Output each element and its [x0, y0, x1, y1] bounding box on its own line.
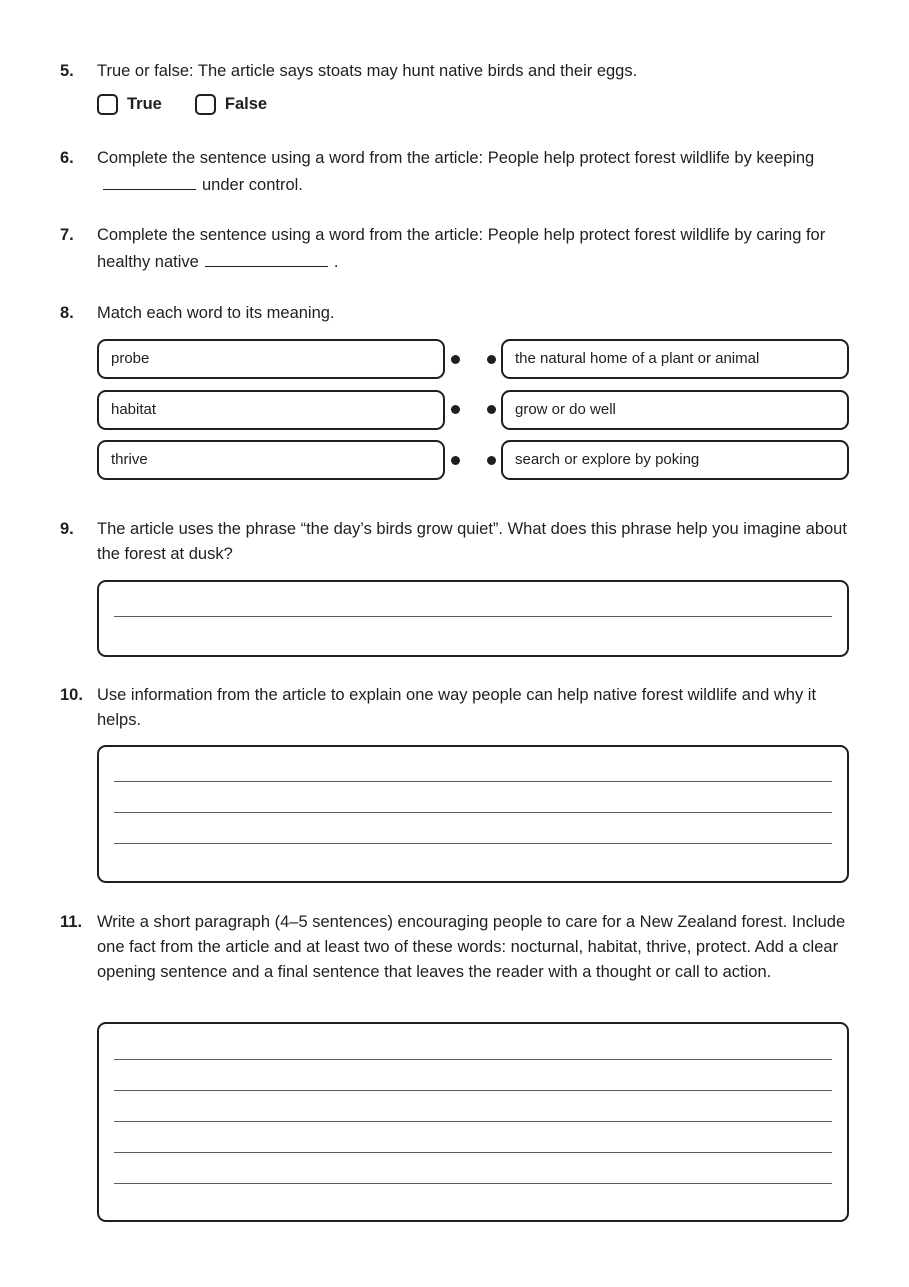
writing-line: [114, 843, 832, 844]
question-number: 8.: [60, 304, 74, 322]
meaning-label: the natural home of a plant or animal: [515, 350, 760, 367]
meaning-label: grow or do well: [515, 401, 616, 418]
word-label: thrive: [111, 451, 148, 468]
question-number: 6.: [60, 149, 74, 167]
question-number: 5.: [60, 62, 74, 80]
writing-line: [114, 1090, 832, 1091]
writing-line: [114, 1152, 832, 1153]
match-word-probe[interactable]: [97, 339, 445, 379]
match-dot-right[interactable]: [487, 456, 496, 465]
true-false-options: [97, 94, 300, 115]
match-dot-left[interactable]: [451, 405, 460, 414]
writing-line: [114, 1121, 832, 1122]
false-label: False: [224, 95, 268, 113]
sentence-end: under control.: [202, 176, 303, 194]
fill-in-blank[interactable]: [103, 171, 196, 190]
match-dot-left[interactable]: [451, 456, 460, 465]
question-number: 7.: [60, 226, 74, 244]
meaning-label: search or explore by poking: [515, 451, 700, 468]
writing-line: [114, 812, 832, 813]
answer-box-10[interactable]: [97, 745, 849, 883]
true-checkbox[interactable]: [97, 94, 118, 115]
writing-line: [114, 616, 832, 617]
question-text: Match each word to its meaning.: [97, 304, 335, 322]
answer-box-11[interactable]: [97, 1022, 849, 1222]
sentence-end: .: [333, 253, 339, 271]
question-number: 10.: [60, 686, 83, 704]
question-text: Write a short paragraph (4–5 sentences) encouraging people to care for a New Zealand forest. Include one fact from the article and at least two of these words: nocturnal, habitat, thrive, protect. Add a clear opening sentence and a final sentence that leaves the reader with a thought or call to action.: [97, 913, 846, 981]
fill-in-blank[interactable]: [205, 248, 328, 267]
writing-line: [114, 1183, 832, 1184]
answer-box-9[interactable]: [97, 580, 849, 657]
word-label: habitat: [111, 401, 157, 418]
sentence-start: Complete the sentence using a word from the article: People help protect forest wildlife by keeping: [97, 149, 815, 167]
question-text: [97, 223, 852, 275]
false-checkbox[interactable]: [195, 94, 216, 115]
writing-line: [114, 1059, 832, 1060]
question-text: [97, 146, 852, 198]
question-text: True or false: The article says stoats may hunt native birds and their eggs.: [97, 62, 638, 80]
match-word-habitat[interactable]: [97, 390, 445, 430]
question-number: 9.: [60, 520, 74, 538]
match-dot-left[interactable]: [451, 355, 460, 364]
question-text: The article uses the phrase “the day’s birds grow quiet”. What does this phrase help you imagine about the forest at dusk?: [97, 520, 847, 563]
word-label: probe: [111, 350, 150, 367]
match-dot-right[interactable]: [487, 405, 496, 414]
question-text: Use information from the article to explain one way people can help native forest wildlife and why it helps.: [97, 686, 817, 729]
true-label: True: [127, 95, 162, 113]
question-number: 11.: [60, 913, 83, 931]
writing-line: [114, 781, 832, 782]
match-meaning-3[interactable]: [501, 440, 849, 480]
match-meaning-1[interactable]: [501, 339, 849, 379]
match-dot-right[interactable]: [487, 355, 496, 364]
sentence-start: Complete the sentence using a word from the article: People help protect forest wildlife by caring for healthy native: [97, 226, 826, 271]
match-meaning-2[interactable]: [501, 390, 849, 430]
match-word-thrive[interactable]: [97, 440, 445, 480]
